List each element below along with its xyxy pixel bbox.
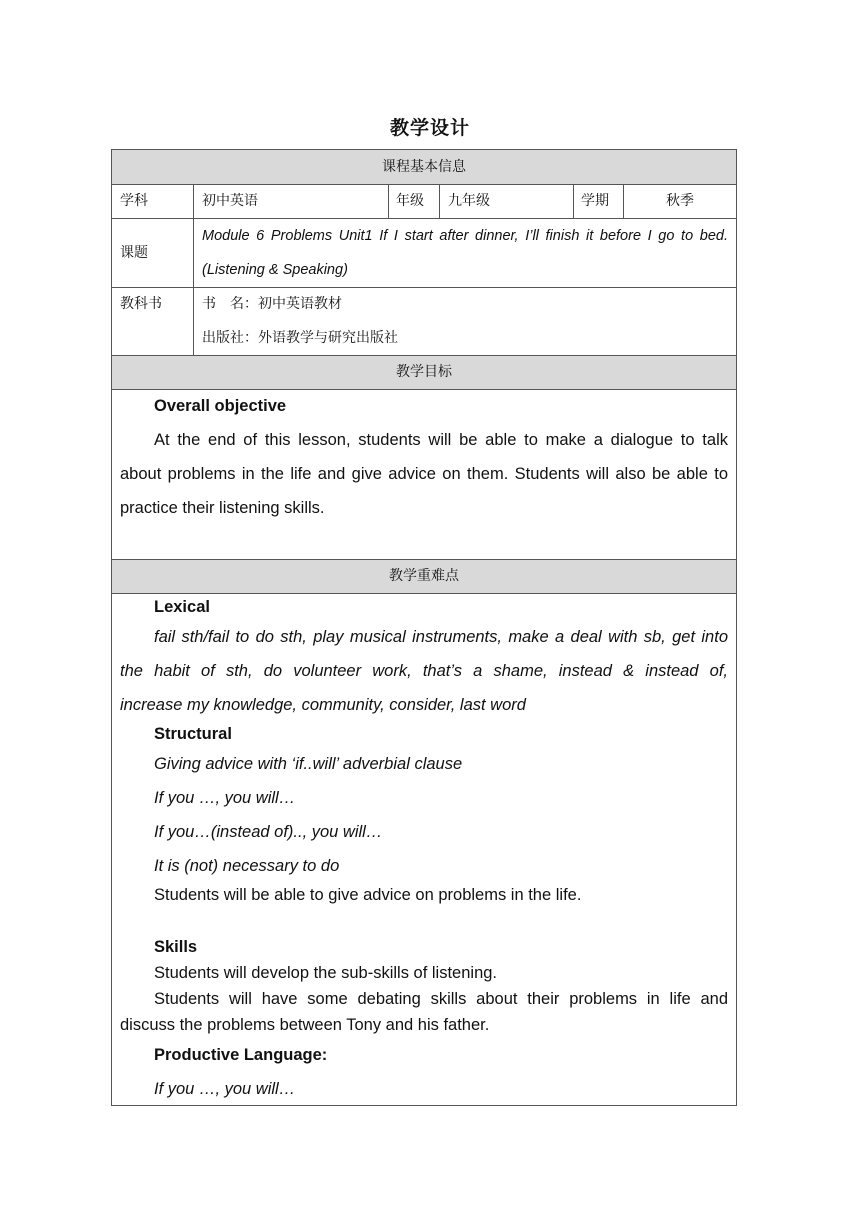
rule [439, 184, 440, 218]
structural-item: If you…(instead of).., you will… [154, 823, 383, 841]
skills-line-2: Students will have some debating skills about their problems in life and [154, 990, 728, 1008]
section-header-basic: 课程基本信息 [382, 159, 466, 175]
textbook-label: 教科书 [120, 296, 162, 312]
rule [111, 149, 112, 1106]
rule [111, 593, 737, 594]
structural-note: Students will be able to give advice on problems in the life. [154, 886, 582, 904]
productive-heading: Productive Language: [154, 1046, 328, 1064]
topic-label: 课题 [120, 245, 148, 261]
rule [111, 287, 737, 288]
rule [111, 1105, 737, 1106]
rule [388, 184, 389, 218]
rule [573, 184, 574, 218]
structural-item: If you …, you will… [154, 789, 296, 807]
lexical-line-2: the habit of sth, do volunteer work, that’s a shame, instead & instead of, [120, 662, 728, 680]
section-header-keypoints: 教学重难点 [389, 568, 459, 584]
topic-line-2: (Listening & Speaking) [202, 262, 348, 278]
publisher: 出版社：外语教学与研究出版社 [202, 330, 398, 346]
rule [111, 149, 737, 150]
rule [111, 184, 737, 185]
skills-heading: Skills [154, 938, 198, 956]
book-name: 书 名：初中英语教材 [202, 296, 342, 312]
section-header-objectives: 教学目标 [396, 364, 452, 380]
lexical-line-3: increase my knowledge, community, consider, last word [120, 696, 526, 714]
productive-line: If you …, you will… [154, 1080, 296, 1098]
structural-item: Giving advice with ‘if..will’ adverbial clause [154, 755, 463, 773]
lexical-heading: Lexical [154, 598, 210, 616]
structural-item: It is (not) necessary to do [154, 857, 340, 875]
rule [736, 149, 737, 1106]
page-title: 教学设计 [389, 117, 470, 139]
subject-value: 初中英语 [202, 193, 258, 209]
rule [111, 355, 737, 356]
skills-line-3: discuss the problems between Tony and his father. [120, 1016, 490, 1034]
grade-value: 九年级 [448, 193, 490, 209]
term-value: 秋季 [666, 193, 694, 209]
objective-line-2: about problems in the life and give advice on them. Students will also be able to [120, 465, 728, 483]
objective-line-1: At the end of this lesson, students will be able to make a dialogue to talk [154, 431, 728, 449]
term-label: 学期 [581, 193, 609, 209]
rule [193, 184, 194, 355]
grade-label: 年级 [396, 193, 424, 209]
lexical-line-1: fail sth/fail to do sth, play musical instruments, make a deal with sb, get into [154, 628, 728, 646]
structural-heading: Structural [154, 725, 232, 743]
subject-label: 学科 [120, 193, 148, 209]
rule [111, 389, 737, 390]
skills-line-1: Students will develop the sub-skills of listening. [154, 964, 498, 982]
objective-heading: Overall objective [154, 397, 287, 415]
objective-line-3: practice their listening skills. [120, 499, 325, 517]
topic-line-1: Module 6 Problems Unit1 If I start after dinner, I’ll finish it before I go to bed. [202, 228, 728, 244]
rule [111, 218, 737, 219]
rule [111, 559, 737, 560]
